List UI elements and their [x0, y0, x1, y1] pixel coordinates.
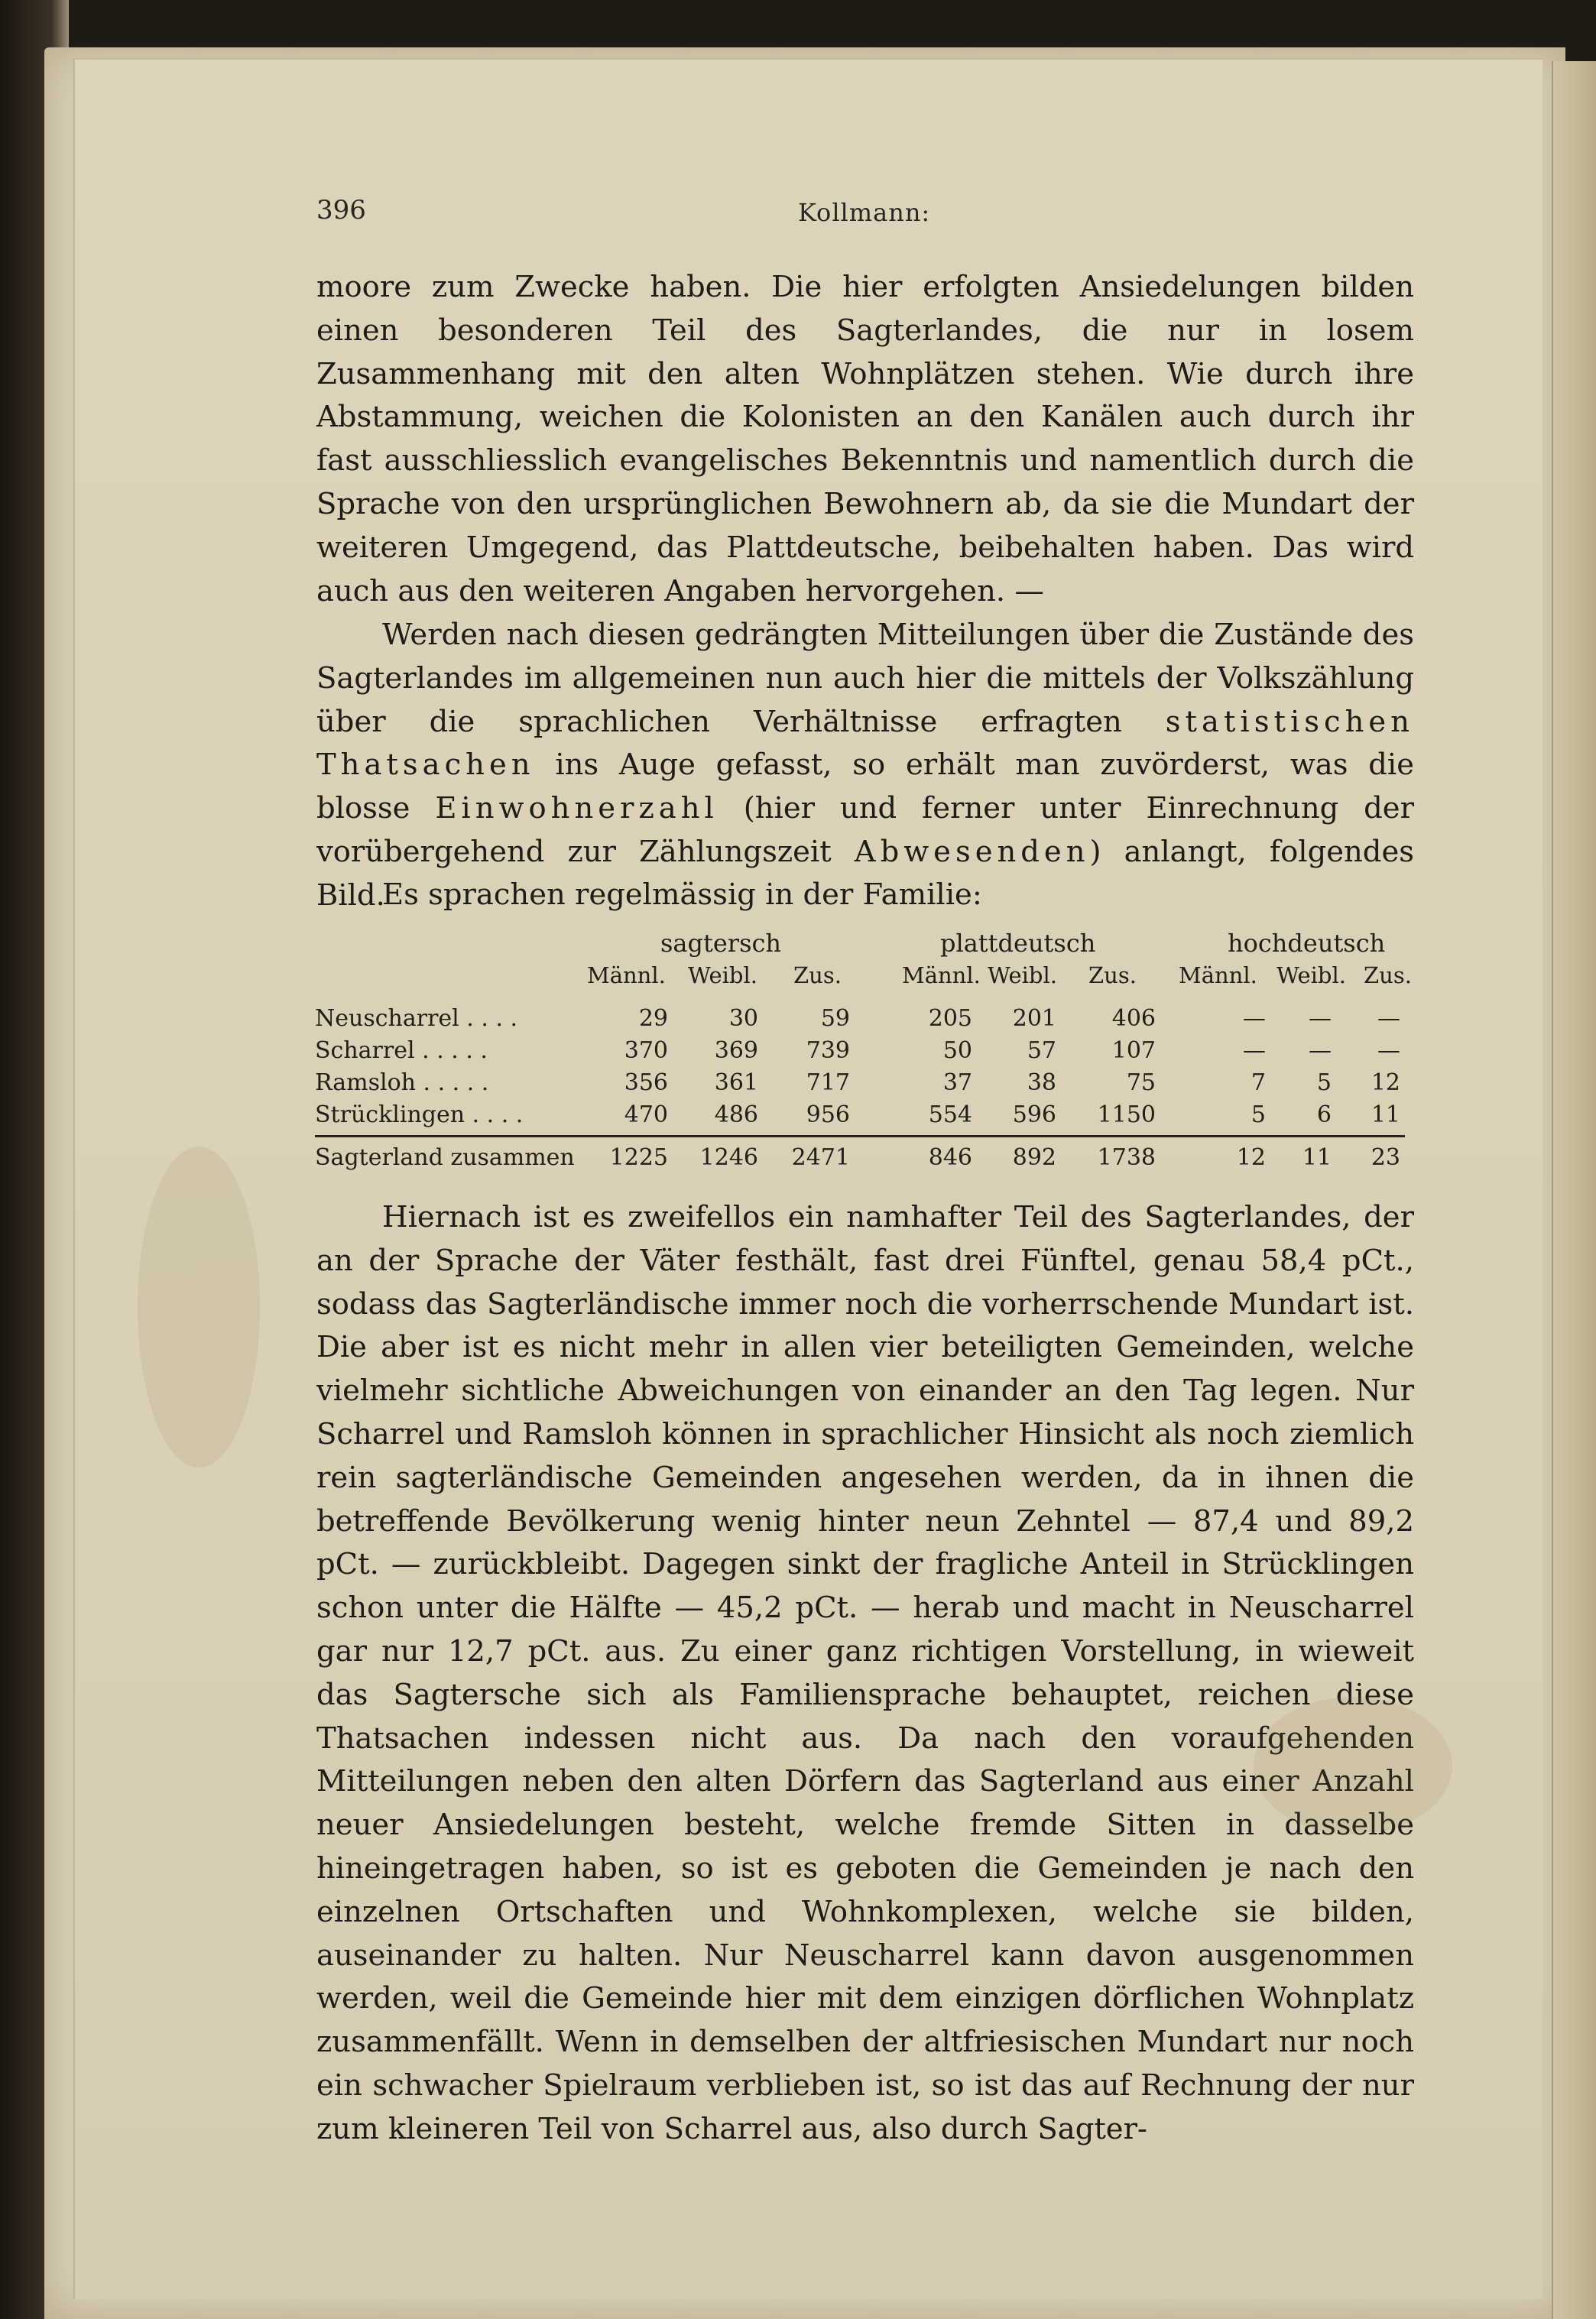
table-cell: 11 — [1371, 1101, 1400, 1128]
table-row-label: Ramsloh . . . . . — [315, 1069, 489, 1096]
paragraph-1 — [316, 266, 1414, 613]
paragraph-2-emph-1: statistischen Thatsachen — [316, 704, 1414, 783]
table-row — [315, 1037, 1420, 1069]
table-total-row — [315, 1144, 1420, 1176]
table-cell: 57 — [1027, 1037, 1056, 1064]
table-subhead: Weibl. — [1276, 962, 1346, 988]
table-cell: 596 — [1012, 1101, 1056, 1128]
table-cell: — — [1377, 1005, 1400, 1032]
table-cell: 406 — [1111, 1005, 1156, 1032]
table-subhead: Zus. — [1364, 962, 1412, 988]
table-cell: 75 — [1126, 1069, 1156, 1096]
table-cell: 1246 — [699, 1144, 758, 1171]
table-cell: — — [1309, 1037, 1332, 1064]
table-cell: 59 — [820, 1005, 850, 1032]
table-cell: 846 — [928, 1144, 972, 1171]
table-cell: 356 — [624, 1069, 668, 1096]
table-cell: 11 — [1302, 1144, 1332, 1171]
table-rule — [315, 1135, 1405, 1137]
page-number: 396 — [316, 195, 366, 225]
table-cell: 1738 — [1097, 1144, 1156, 1171]
table-row-label: Strücklingen . . . . — [315, 1101, 524, 1128]
table-cell: 470 — [624, 1101, 668, 1128]
next-page-edge — [1552, 61, 1596, 2319]
table-cell: 956 — [806, 1101, 850, 1128]
table-cell: 38 — [1027, 1069, 1056, 1096]
table-cell: 30 — [728, 1005, 758, 1032]
table-cell: 361 — [714, 1069, 758, 1096]
running-title: Kollmann: — [798, 198, 931, 227]
paragraph-2-text-a: Werden nach diesen gedrängten Mitteilungen über die Zustände des Sagterlandes im allgemeinen nun auch hier die mittels der Volkszählung über die sprachlichen Verhältnisse erfragten — [316, 618, 1414, 739]
table-row-label: Scharrel . . . . . — [315, 1037, 488, 1064]
paragraph-2-text-c: (hier und ferner unter Einrechnung der vorübergehend zur Zählungszeit — [316, 791, 1414, 869]
table-cell: 205 — [928, 1005, 972, 1032]
table-cell: 554 — [928, 1101, 972, 1128]
table-cell: 717 — [806, 1069, 850, 1096]
table-cell: 23 — [1371, 1144, 1400, 1171]
table-cell: 12 — [1236, 1144, 1266, 1171]
table-cell: 892 — [1012, 1144, 1056, 1171]
table-cell: 5 — [1251, 1101, 1266, 1128]
table-cell: 1225 — [609, 1144, 668, 1171]
table-row — [315, 1101, 1420, 1134]
table-cell: 50 — [942, 1037, 972, 1064]
table-row — [315, 1069, 1420, 1101]
table-cell: 370 — [624, 1037, 668, 1064]
table-cell: — — [1243, 1005, 1266, 1032]
table-row — [315, 1005, 1420, 1037]
table-subhead: Zus. — [1088, 962, 1137, 988]
table-group-head: plattdeutsch — [940, 929, 1096, 958]
paragraph-3 — [316, 874, 1414, 917]
table-cell: 6 — [1316, 1101, 1332, 1128]
table-cell: — — [1377, 1037, 1400, 1064]
table-cell: 37 — [942, 1069, 972, 1096]
paragraph-1-text: moore zum Zwecke haben. Die hier erfolgten Ansiedelungen bilden einen besonderen Teil des Sagterlandes, die nur in losem Zusammenhang mit den alten Wohnplätzen stehen. Wie durch ihre Abstammung, weichen die Kolonisten an den Kanälen auch durch ihr fast ausschliesslich evangelisches Bekenntnis und namentlich durch die Sprache von den ursprünglichen Bewohnern ab, da sie die Mundart der weiteren Umgegend, das Plattdeutsche, beibehalten haben. Das wird auch aus den weiteren Angaben hervorgehen. — — [316, 270, 1414, 608]
table-subhead: Männl. — [587, 962, 666, 988]
paragraph-3-text: Es sprachen regelmässig in der Familie: — [382, 877, 982, 912]
table-row-label: Neuscharrel . . . . — [315, 1005, 518, 1032]
table-group-head: sagtersch — [660, 929, 782, 958]
table-cell: 1150 — [1097, 1101, 1156, 1128]
table-cell: 369 — [714, 1037, 758, 1064]
paragraph-4-text: Hiernach ist es zweifellos ein namhafter Teil des Sagterlandes, der an der Sprache der Väter festhält, fast drei Fünftel, genau 58,4 pCt., sodass das Sagterländische immer noch die vorherrschende Mundart ist. Die aber ist es nicht mehr in allen vier beteiligten Gemeinden, welche vielmehr sichtliche Abweichungen von einander an den Tag legen. Nur Scharrel und Ramsloh können in sprachlicher Hinsicht als noch ziemlich rein sagterländische Gemeinden angesehen werden, da in ihnen die betreffende Bevölkerung wenig hinter neun Zehntel — 87,4 und 89,2 pCt. — zurückbleibt. Dagegen sinkt der fragliche Anteil in Strücklingen schon unter die Hälfte — 45,2 pCt. — herab und macht in Neuscharrel gar nur 12,7 pCt. aus. Zu einer ganz richtigen Vorstellung, in wieweit das Sagtersche sich als Familiensprache behauptet, reichen diese Thatsachen indessen nicht aus. Da nach den voraufgehenden Mitteilungen neben den alten Dörfern das Sagterland aus einer Anzahl neuer Ansiedelungen besteht, welche fremde Sitten in dasselbe hineingetragen haben, so ist es geboten die Gemeinden je nach den einzelnen Ortschaften und Wohnkomplexen, welche sie bilden, auseinander zu halten. Nur Neuscharrel kann davon ausgenommen werden, weil die Gemeinde hier mit dem einzigen dörflichen Wohnplatz zusammenfällt. Wenn in demselben der altfriesischen Mundart nur noch ein schwacher Spielraum verblieben ist, so ist das auf Rechnung der nur zum kleineren Teil von Scharrel aus, also durch Sagter- — [316, 1200, 1414, 2146]
paragraph-2-text-d: ) anlangt, folgendes Bild. — [316, 834, 1414, 913]
paragraph-2 — [316, 614, 1414, 918]
paper-stain — [1254, 1697, 1452, 1834]
table-subhead: Männl. — [1179, 962, 1257, 988]
paragraph-2-text-b: ins Auge gefasst, so erhält man zuvörderst, was die blosse — [316, 748, 1414, 826]
table-cell: — — [1309, 1005, 1332, 1032]
table-cell: — — [1243, 1037, 1266, 1064]
table-cell: 29 — [638, 1005, 668, 1032]
table-subhead: Männl. — [902, 962, 981, 988]
table-cell: 486 — [714, 1101, 758, 1128]
paragraph-4 — [316, 1196, 1414, 2152]
table-total-label: Sagterland zusammen — [315, 1144, 575, 1171]
table-subhead: Weibl. — [688, 962, 757, 988]
table-cell: 12 — [1371, 1069, 1400, 1096]
table-cell: 7 — [1251, 1069, 1266, 1096]
table-cell: 5 — [1316, 1069, 1332, 1096]
paragraph-2-emph-3: Abwesenden — [854, 834, 1090, 869]
table-cell: 2471 — [791, 1144, 850, 1171]
page-header — [316, 195, 1414, 233]
table-subhead: Weibl. — [988, 962, 1057, 988]
table-group-head: hochdeutsch — [1228, 929, 1386, 958]
paper-stain — [138, 1147, 260, 1468]
table-cell: 201 — [1012, 1005, 1056, 1032]
paragraph-2-emph-2: Einwohnerzahl — [435, 791, 719, 826]
table-cell: 739 — [806, 1037, 850, 1064]
table-cell: 107 — [1111, 1037, 1156, 1064]
table-subhead: Zus. — [793, 962, 842, 988]
